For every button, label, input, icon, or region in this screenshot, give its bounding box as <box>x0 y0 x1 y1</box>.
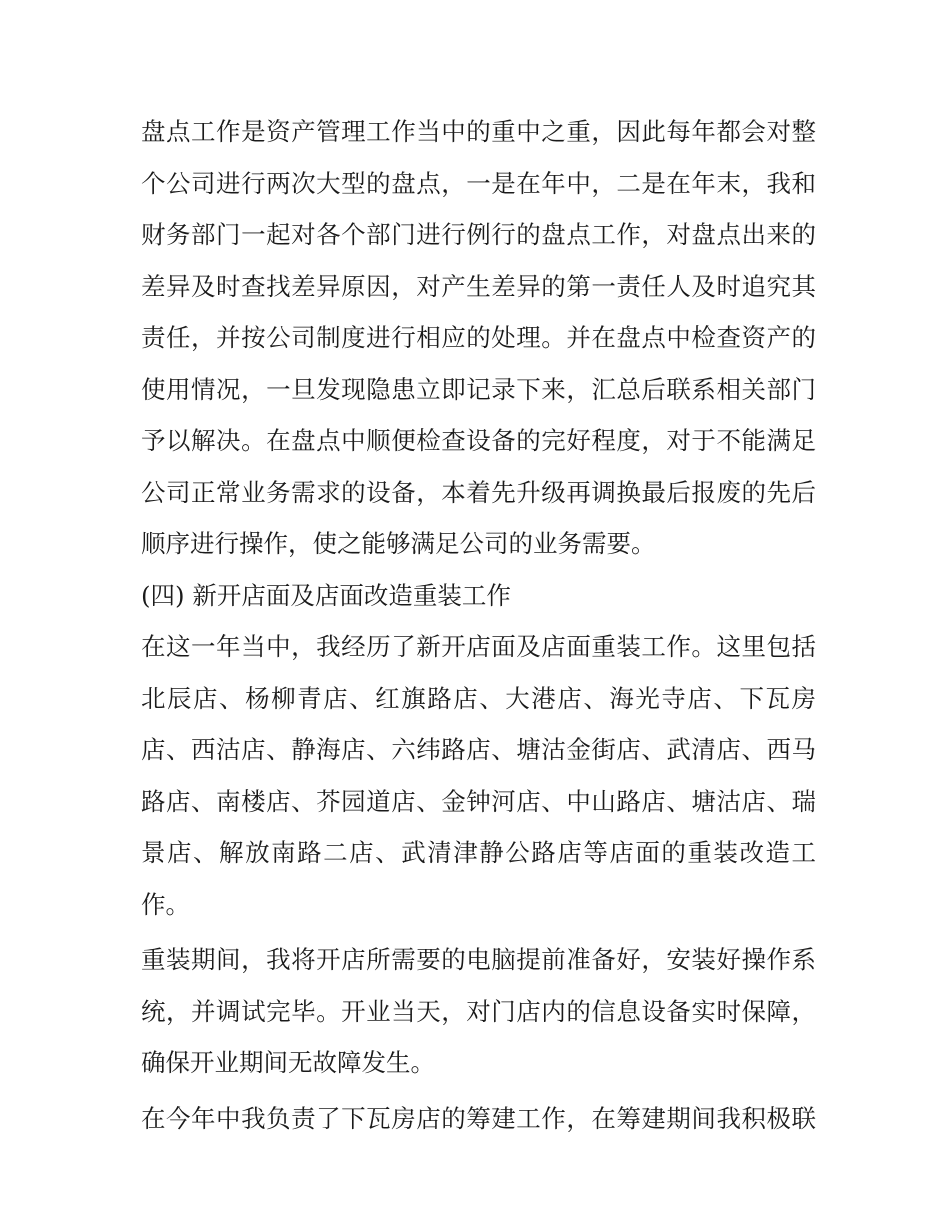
text-line: 作。 <box>141 889 190 919</box>
paragraph-inventory-work <box>141 106 816 570</box>
text-line: 盘点工作是资产管理工作当中的重中之重，因此每年都会对整 <box>141 117 816 146</box>
paragraph-xiawafang-store <box>141 1093 816 1145</box>
text-line: 予以解决。在盘点中顺便检查设备的完好程度，对于不能满足 <box>141 426 816 455</box>
text-line: 统，并调试完毕。开业当天，对门店内的信息设备实时保障， <box>141 996 816 1026</box>
text-line: 北辰店、杨柳青店、红旗路店、大港店、海光寺店、下瓦房 <box>141 683 816 713</box>
paragraph-store-renovation <box>141 621 816 930</box>
text-line: 景店、解放南路二店、武清津静公路店等店面的重装改造工 <box>141 838 816 867</box>
document-body <box>141 106 816 1144</box>
text-line: 确保开业期间无故障发生。 <box>141 1048 435 1077</box>
text-line: 公司正常业务需求的设备，本着先升级再调换最后报废的先后 <box>141 477 816 507</box>
text-line: 店、西沽店、静海店、六纬路店、塘沽金街店、武清店、西马 <box>141 735 816 764</box>
section-heading <box>141 570 816 622</box>
text-line: 差异及时查找差异原因，对产生差异的第一责任人及时追究其 <box>141 271 816 301</box>
text-line: 在今年中我负责了下瓦房店的筹建工作，在筹建期间我积极联 <box>141 1103 816 1133</box>
text-line: 财务部门一起对各个部门进行例行的盘点工作，对盘点出来的 <box>141 220 816 249</box>
text-line: 重装期间，我将开店所需要的电脑提前准备好，安装好操作系 <box>141 945 816 974</box>
text-line: 路店、南楼店、芥园道店、金钟河店、中山路店、塘沽店、瑞 <box>141 786 816 816</box>
text-line: 顺序进行操作，使之能够满足公司的业务需要。 <box>141 529 656 558</box>
text-line: 责任，并按公司制度进行相应的处理。并在盘点中检查资产的 <box>141 323 816 352</box>
heading-text: (四) 新开店面及店面改造重装工作 <box>141 580 511 610</box>
text-line: 个公司进行两次大型的盘点，一是在年中，二是在年末，我和 <box>141 168 816 198</box>
paragraph-renovation-period <box>141 934 816 1089</box>
text-line: 在这一年当中，我经历了新开店面及店面重装工作。这里包括 <box>141 632 816 661</box>
text-line: 使用情况，一旦发现隐患立即记录下来，汇总后联系相关部门 <box>141 374 816 404</box>
